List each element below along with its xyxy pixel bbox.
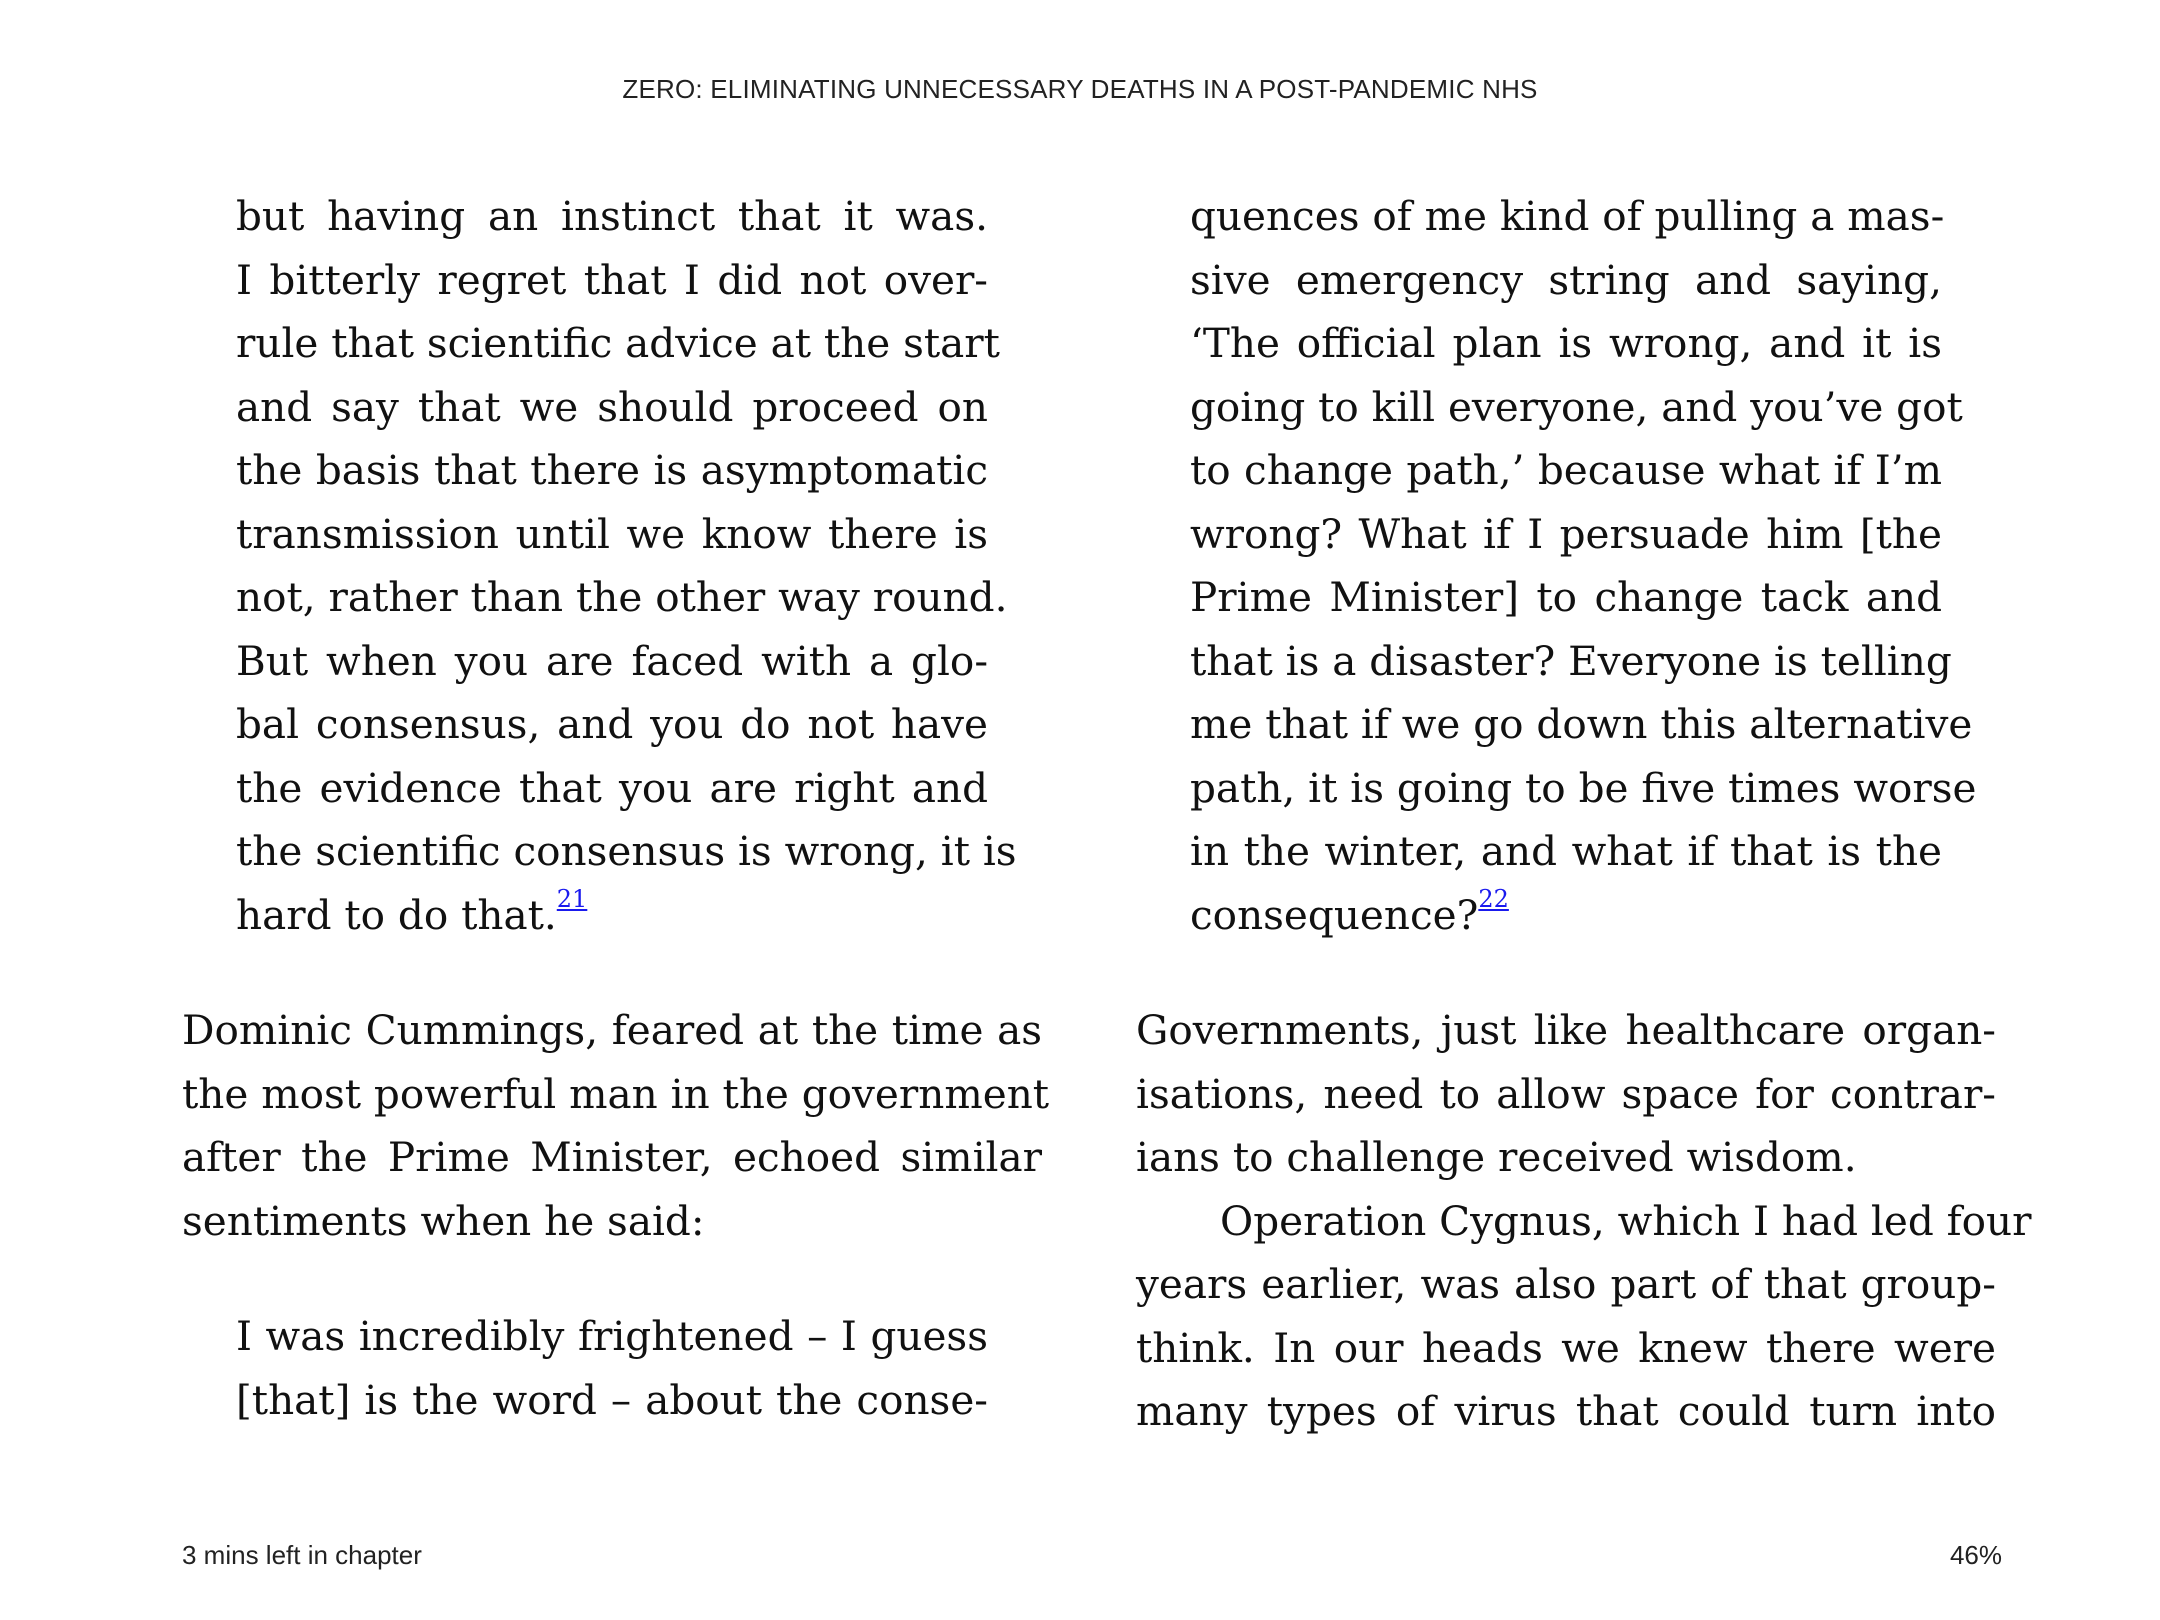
- text-line: to change path,’ because what if I’m: [1190, 446, 1942, 494]
- text-line: years earlier, was also part of that group-: [1136, 1260, 1996, 1308]
- book-title-header: ZERO: ELIMINATING UNNECESSARY DEATHS IN A POST-PANDEMIC NHS: [622, 74, 1538, 104]
- text-line: [that] is the word – about the conse-: [236, 1375, 988, 1424]
- text-line: in the winter, and what if that is the: [1190, 827, 1942, 875]
- text-line: sentiments when he said:: [182, 1196, 705, 1245]
- footnote-link-21[interactable]: 21: [556, 884, 588, 913]
- text-line: wrong? What if I persuade him [the: [1190, 509, 1942, 558]
- text-line: I bitterly regret that I did not over-: [236, 255, 988, 304]
- text-line: Operation Cygnus, which I had led four: [1220, 1196, 2032, 1245]
- text-line: think. In our heads we knew there were: [1136, 1323, 1996, 1372]
- text-line-with-footnote: [1190, 884, 1942, 948]
- text-line: Governments, just like healthcare organ-: [1136, 1006, 1996, 1054]
- block-quote-2: [236, 1305, 988, 1432]
- text-line: path, it is going to be five times worse: [1190, 763, 1977, 812]
- text-line: hard to do that.: [236, 890, 557, 939]
- text-line: that is a disaster? Everyone is telling: [1190, 636, 1952, 685]
- right-column: [1136, 185, 2032, 1444]
- text-line: transmission until we know there is: [236, 509, 988, 558]
- body-paragraph: [1136, 1190, 2032, 1444]
- text-line: the most powerful man in the government: [182, 1069, 1050, 1118]
- text-line: ‘The official plan is wrong, and it is: [1190, 319, 1942, 367]
- left-column: [182, 185, 1050, 1432]
- reading-progress-percent: 46%: [1949, 1540, 2002, 1570]
- body-paragraph: [1136, 999, 1996, 1190]
- text-line: consequence?: [1190, 890, 1479, 939]
- text-line: not, rather than the other way round.: [236, 573, 1008, 621]
- text-line: I was incredibly frightened – I guess: [236, 1312, 988, 1360]
- text-line: sive emergency string and saying,: [1190, 255, 1942, 304]
- text-line: and say that we should proceed on: [236, 382, 988, 431]
- text-line: after the Prime Minister, echoed similar: [182, 1133, 1042, 1181]
- text-line: Dominic Cummings, feared at the time as: [182, 1006, 1042, 1054]
- text-line: ians to challenge received wisdom.: [1136, 1133, 1857, 1181]
- text-line: quences of me kind of pulling a mas-: [1190, 192, 1945, 240]
- footnote-link-22[interactable]: 22: [1478, 884, 1509, 913]
- text-line: many types of virus that could turn into: [1136, 1387, 1996, 1435]
- chapter-time-remaining: 3 mins left in chapter: [182, 1540, 422, 1570]
- text-line: the evidence that you are right and: [236, 763, 988, 812]
- text-line: rule that scientific advice at the start: [236, 319, 1000, 367]
- body-paragraph: [182, 999, 1050, 1253]
- text-line-with-footnote: [236, 884, 988, 948]
- text-line: me that if we go down this alternative: [1190, 700, 1973, 748]
- text-line: But when you are faced with a glo-: [236, 636, 988, 685]
- text-line: going to kill everyone, and you’ve got: [1190, 382, 1963, 431]
- text-line: but having an instinct that it was.: [236, 192, 988, 240]
- text-line: the basis that there is asymptomatic: [236, 446, 988, 494]
- text-line: Prime Minister] to change tack and: [1190, 573, 1942, 621]
- text-line: isations, need to allow space for contrar-: [1136, 1069, 1996, 1118]
- block-quote-continued: [1190, 185, 1977, 947]
- block-quote-1: [236, 185, 1017, 947]
- text-line: the scientific consensus is wrong, it is: [236, 827, 1017, 875]
- text-line: bal consensus, and you do not have: [236, 700, 988, 748]
